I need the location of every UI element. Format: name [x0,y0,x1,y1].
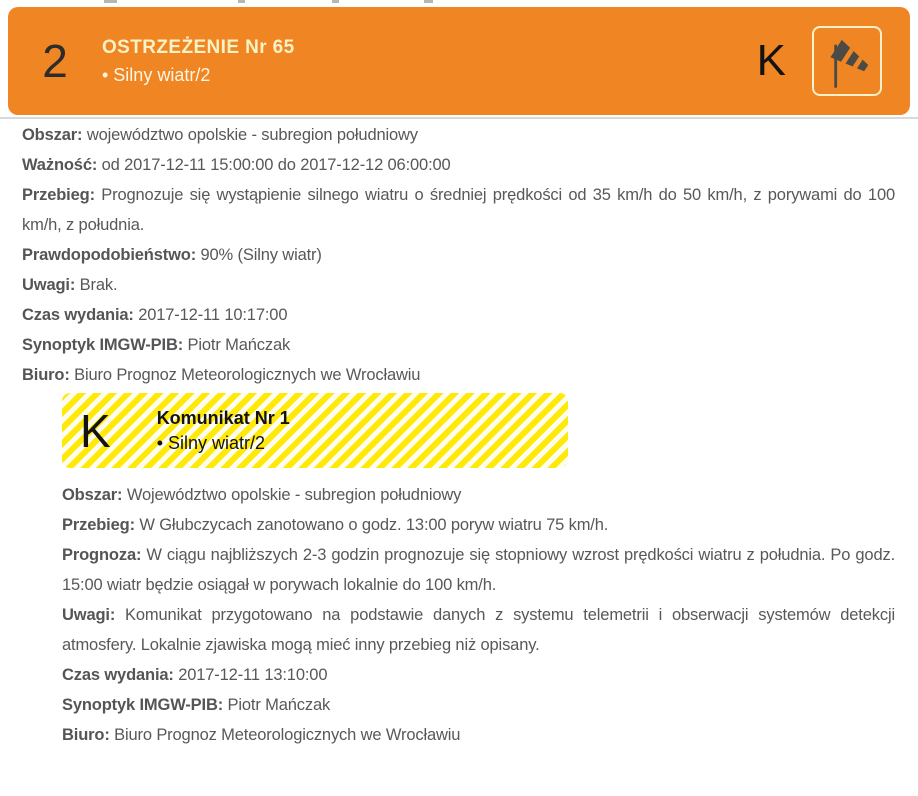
field-row [22,330,895,360]
field-value: Biuro Prognoz Meteorologicznych we Wrocławiu [114,726,461,744]
field-value: Komunikat przygotowano na podstawie danych z systemu telemetrii i obserwacji systemów detekcji atmosfery. Lokalnie zjawiska mogą mieć inny przebieg niż opisany. [62,606,895,654]
clipped-text-remnant [104,0,117,3]
windsock-icon-frame [812,26,882,96]
warning-phenomenon: • Silny wiatr/2 [102,64,211,85]
field-row [62,480,895,510]
field-label: Przebieg: [22,186,95,204]
field-label: Uwagi: [62,606,116,624]
communique-banner [62,393,568,468]
field-value: W ciągu najbliższych 2-3 godzin prognozuje się stopniowy wzrost prędkości wiatru z południa. Po godz. 15:00 wiatr będzie osiągał w porywach lokalnie do 100 km/h. [62,546,895,594]
field-label: Uwagi: [22,276,76,294]
warning-title: OSTRZEŻENIE Nr 65 [102,36,295,58]
field-row [62,510,895,540]
field-label: Obszar: [22,126,83,144]
field-value: Województwo opolskie - subregion południowy [126,486,462,504]
field-row [22,300,895,330]
field-label: Prognoza: [62,546,142,564]
field-label: Przebieg: [62,516,135,534]
header-divider [0,117,918,119]
communique-title: Komunikat Nr 1 [156,407,290,428]
field-value: W Głubczycach zanotowano o godz. 13:00 poryw wiatru 75 km/h. [139,516,609,534]
field-label: Ważność: [22,156,98,174]
field-row [62,540,895,600]
field-value: od 2017-12-11 15:00:00 do 2017-12-12 06:00:00 [101,156,451,174]
field-row [62,720,895,750]
field-row [62,660,895,690]
communique-banner-titles [157,408,290,454]
field-row [62,600,895,660]
field-value: Biuro Prognoz Meteorologicznych we Wrocławiu [74,366,421,384]
field-row [22,120,895,150]
field-value: 2017-12-11 10:17:00 [138,306,288,324]
field-value: Piotr Mańczak [227,696,331,714]
field-label: Biuro: [22,366,70,384]
k-badge: K [80,404,111,457]
field-label: Synoptyk IMGW-PIB: [22,336,184,354]
field-value: 90% (Silny wiatr) [200,246,322,264]
field-row [22,270,895,300]
communique-phenomenon: • Silny wiatr/2 [156,432,266,453]
field-row [22,360,895,390]
field-row [22,180,895,240]
field-row [62,690,895,720]
warning-header [8,7,910,115]
field-label: Synoptyk IMGW-PIB: [62,696,224,714]
warning-level-number: 2 [42,35,68,87]
field-row [22,150,895,180]
field-label: Biuro: [62,726,110,744]
field-row [22,240,895,270]
communique-details [62,480,895,750]
field-value: 2017-12-11 13:10:00 [178,666,328,684]
field-value: Piotr Mańczak [187,336,291,354]
warning-details [22,120,895,390]
field-label: Czas wydania: [62,666,174,684]
warning-header-titles [102,37,295,86]
field-label: Obszar: [62,486,123,504]
clipped-text-remnant [238,0,245,3]
field-value: województwo opolskie - subregion południowy [86,126,418,144]
windsock-icon [814,28,880,94]
field-label: Prawdopodobieństwo: [22,246,197,264]
clipped-text-remnant [332,0,339,3]
k-badge: K [756,36,786,85]
field-value: Prognozuje się wystąpienie silnego wiatru o średniej prędkości od 35 km/h do 50 km/h, z porywami do 100 km/h, z południa. [22,186,895,234]
clipped-text-remnant [424,0,433,3]
field-label: Czas wydania: [22,306,134,324]
field-value: Brak. [79,276,118,294]
